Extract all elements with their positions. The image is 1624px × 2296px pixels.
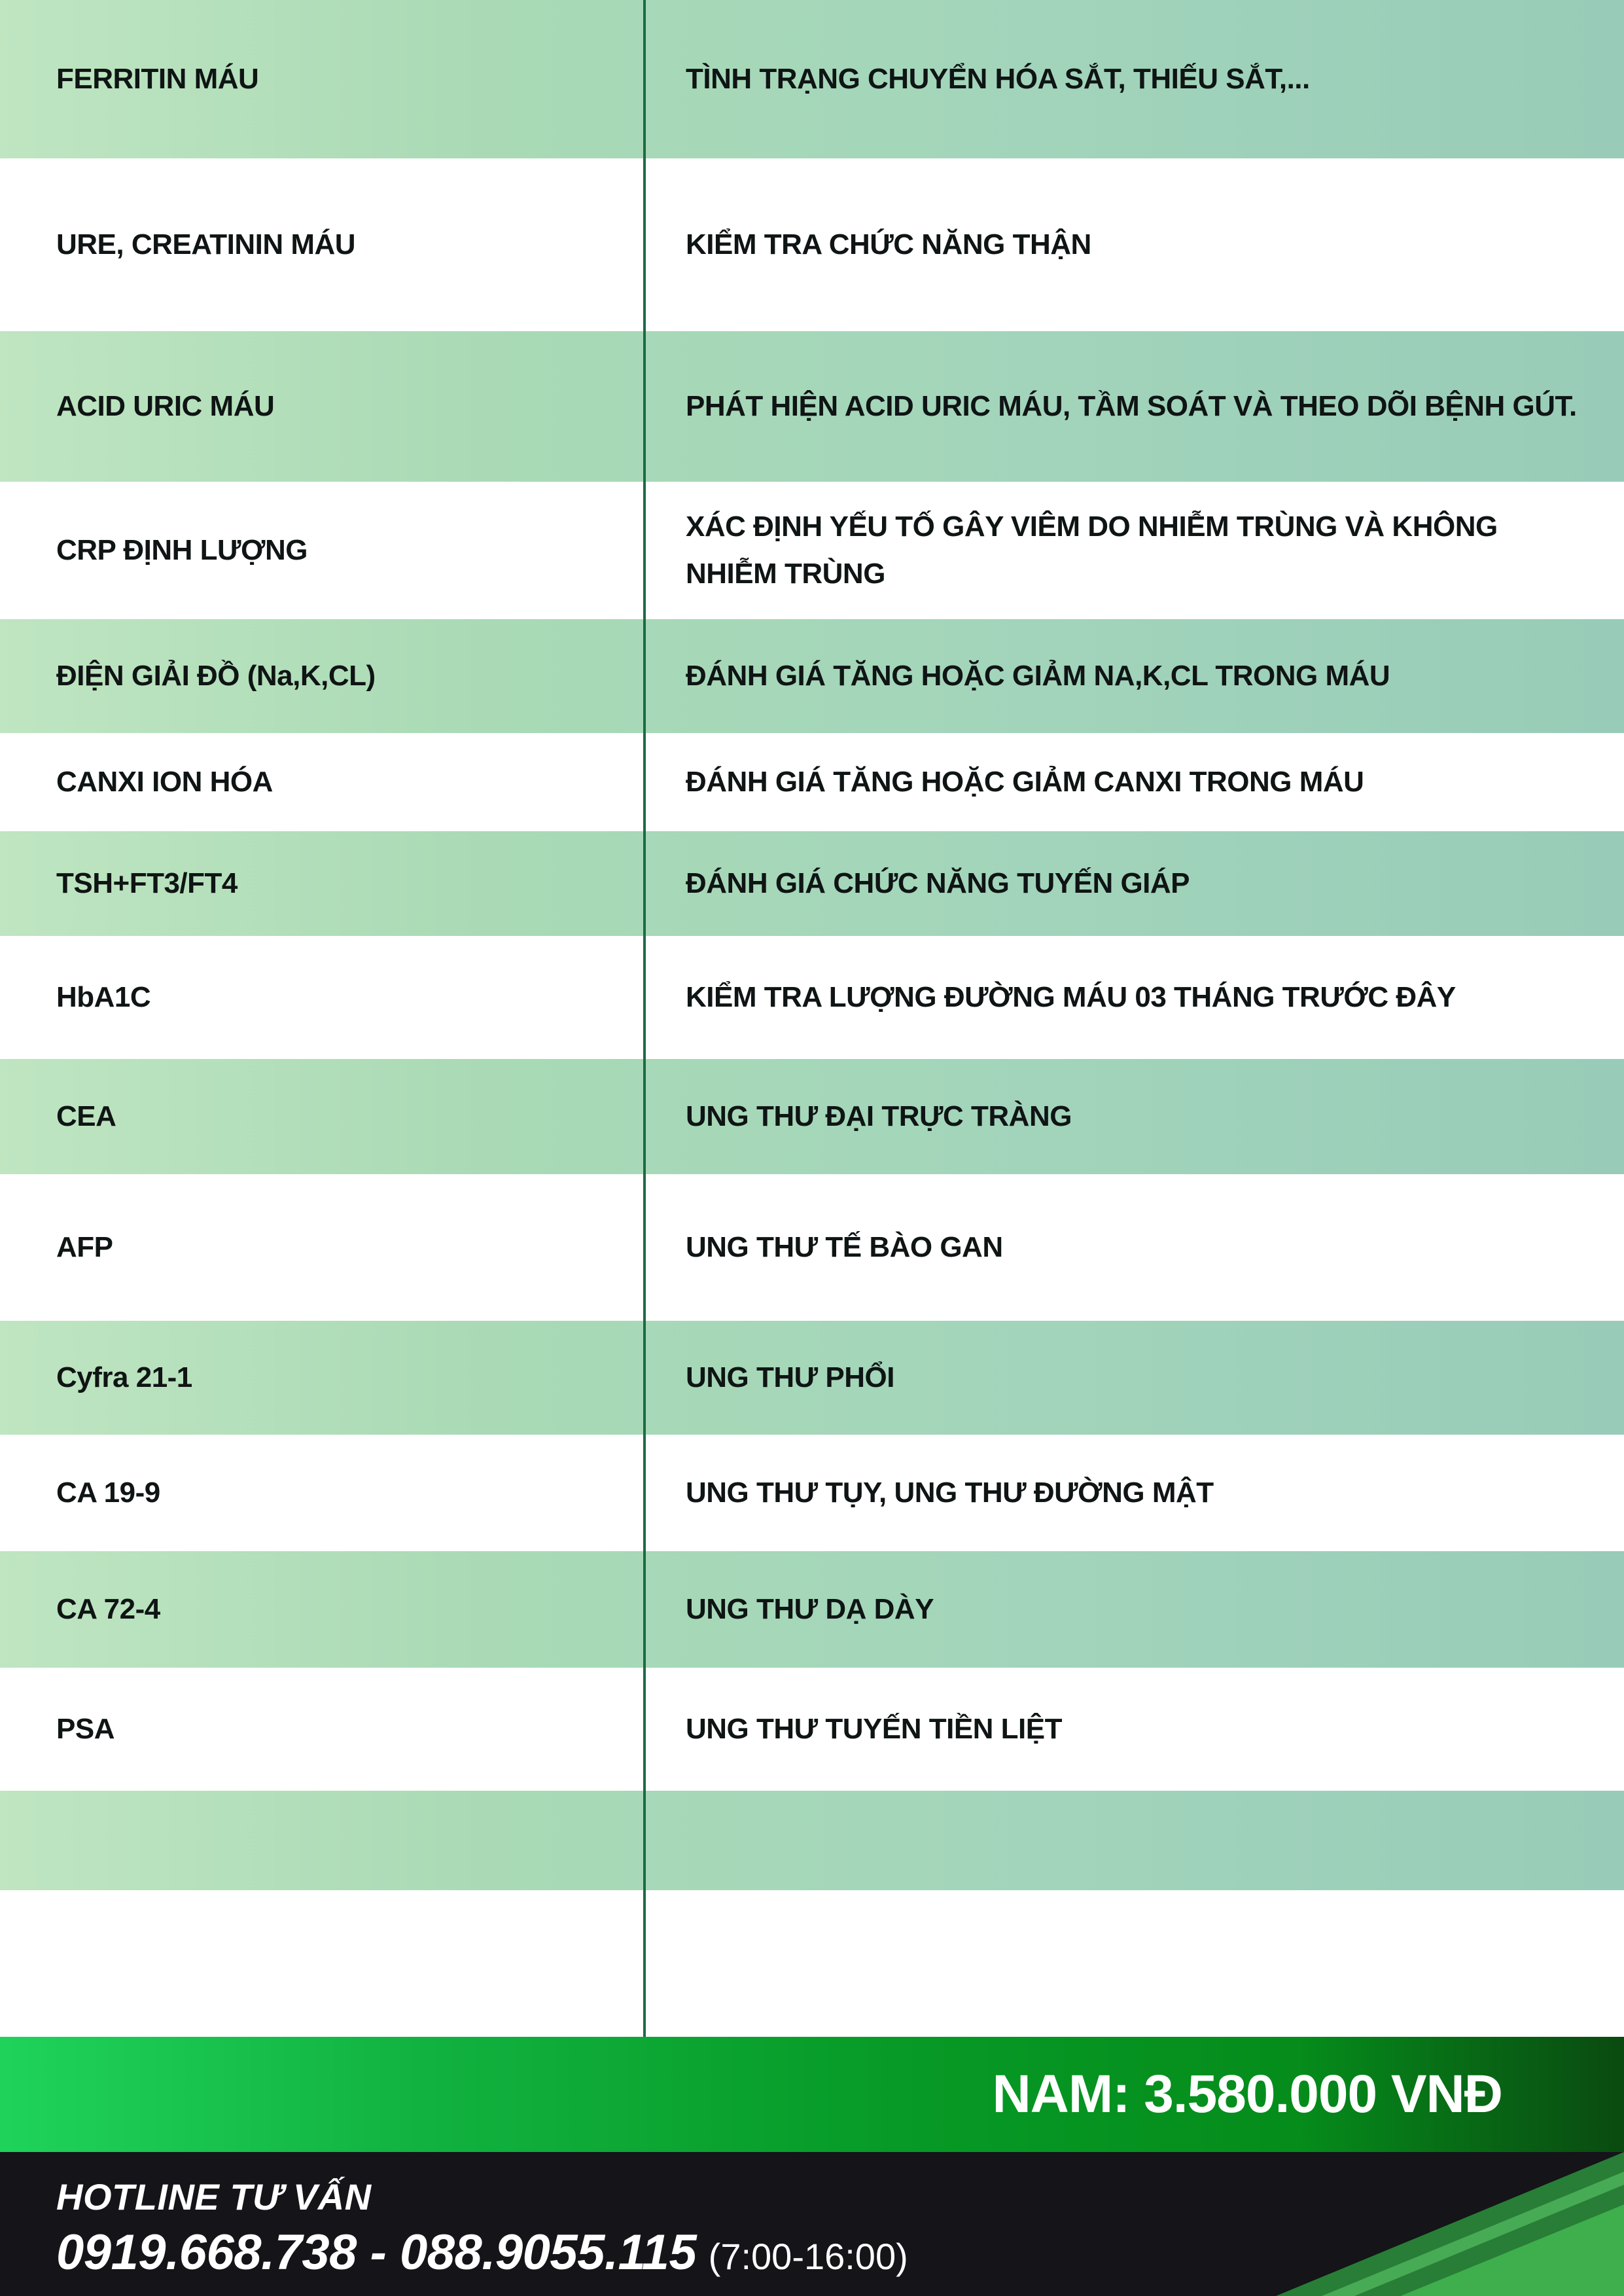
hotline-footer bbox=[0, 2152, 1624, 2296]
test-name-cell: CA 72-4 bbox=[56, 1593, 160, 1625]
test-name-cell bbox=[56, 1890, 632, 2037]
table-row bbox=[0, 1174, 1624, 1321]
test-description-cell: KIỂM TRA CHỨC NĂNG THẬN bbox=[686, 228, 1091, 260]
table-row bbox=[0, 619, 1624, 733]
table-row bbox=[0, 158, 1624, 331]
table-row bbox=[0, 0, 1624, 158]
table-row bbox=[0, 1059, 1624, 1174]
table-row bbox=[0, 1668, 1624, 1791]
test-description-cell: ĐÁNH GIÁ TĂNG HOẶC GIẢM CANXI TRONG MÁU bbox=[686, 766, 1364, 798]
test-name-cell: URE, CREATININ MÁU bbox=[56, 228, 356, 260]
table-row bbox=[0, 733, 1624, 831]
test-name-cell: ACID URIC MÁU bbox=[56, 390, 275, 422]
table-row bbox=[0, 1551, 1624, 1668]
test-name-cell: TSH+FT3/FT4 bbox=[56, 867, 238, 899]
test-description-cell: UNG THƯ TUYẾN TIỀN LIỆT bbox=[686, 1713, 1063, 1745]
test-description-cell: XÁC ĐỊNH YẾU TỐ GÂY VIÊM DO NHIỄM TRÙNG VÀ KHÔNG NHIỄM TRÙNG bbox=[686, 511, 1498, 590]
test-description-cell: TÌNH TRẠNG CHUYỂN HÓA SẮT, THIẾU SẮT,... bbox=[686, 63, 1310, 95]
hotline-line bbox=[56, 2224, 908, 2281]
test-description-cell: UNG THƯ DẠ DÀY bbox=[686, 1593, 934, 1625]
test-name-cell: FERRITIN MÁU bbox=[56, 63, 259, 95]
table-row bbox=[0, 1321, 1624, 1435]
test-name-cell: PSA bbox=[56, 1713, 115, 1745]
test-name-cell: CANXI ION HÓA bbox=[56, 766, 273, 798]
hotline-phone-numbers[interactable]: 0919.668.738 - 088.9055.115 bbox=[56, 2225, 697, 2280]
test-name-cell: Cyfra 21-1 bbox=[56, 1361, 192, 1393]
test-name-cell: CEA bbox=[56, 1100, 116, 1132]
test-description-cell: UNG THƯ TẾ BÀO GAN bbox=[686, 1231, 1003, 1263]
test-name-cell: HbA1C bbox=[56, 981, 151, 1013]
test-description-cell: PHÁT HIỆN ACID URIC MÁU, TẦM SOÁT VÀ THEO DÕI BỆNH GÚT. bbox=[686, 390, 1577, 422]
package-price: NAM: 3.580.000 VNĐ bbox=[992, 2064, 1502, 2124]
table-row bbox=[0, 1890, 1624, 2037]
test-description-cell: ĐÁNH GIÁ CHỨC NĂNG TUYẾN GIÁP bbox=[686, 867, 1190, 899]
test-name-cell: CA 19-9 bbox=[56, 1477, 160, 1509]
table-row bbox=[0, 1435, 1624, 1551]
test-description-cell: UNG THƯ TỤY, UNG THƯ ĐƯỜNG MẬT bbox=[686, 1477, 1214, 1509]
test-name-cell bbox=[56, 1791, 632, 1890]
test-description-cell: UNG THƯ ĐẠI TRỰC TRÀNG bbox=[686, 1100, 1072, 1132]
column-divider bbox=[643, 0, 646, 2037]
table-row bbox=[0, 482, 1624, 619]
table-row bbox=[0, 831, 1624, 936]
hotline-title: HOTLINE TƯ VẤN bbox=[56, 2176, 372, 2217]
table-row bbox=[0, 331, 1624, 482]
test-description-cell bbox=[686, 1791, 1595, 1890]
table-row bbox=[0, 1791, 1624, 1890]
test-description-cell: KIỂM TRA LƯỢNG ĐƯỜNG MÁU 03 THÁNG TRƯỚC ĐÂY bbox=[686, 981, 1456, 1013]
test-name-cell: AFP bbox=[56, 1231, 113, 1263]
test-description-cell: UNG THƯ PHỔI bbox=[686, 1361, 894, 1393]
hotline-hours: (7:00-16:00) bbox=[708, 2236, 908, 2277]
test-name-cell: CRP ĐỊNH LƯỢNG bbox=[56, 534, 308, 566]
test-description-cell bbox=[686, 1890, 1595, 2037]
test-description-cell: ĐÁNH GIÁ TĂNG HOẶC GIẢM NA,K,CL TRONG MÁU bbox=[686, 660, 1390, 692]
test-name-cell: ĐIỆN GIẢI ĐỒ (Na,K,CL) bbox=[56, 660, 376, 692]
table-row bbox=[0, 936, 1624, 1059]
price-bar bbox=[0, 2037, 1624, 2152]
